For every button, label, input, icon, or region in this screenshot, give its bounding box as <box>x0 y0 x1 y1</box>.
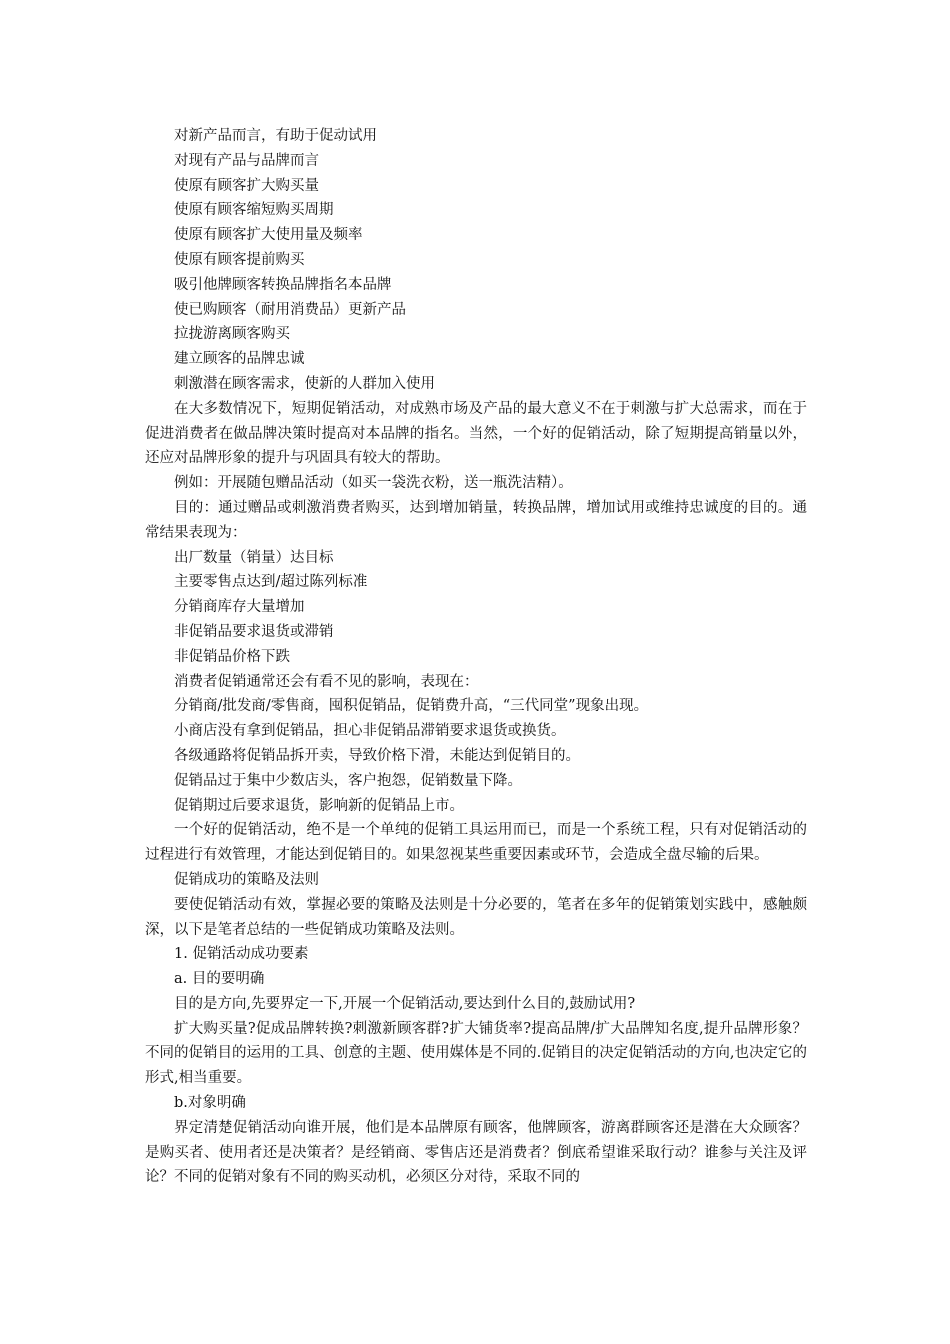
paragraph: 出厂数量（销量）达目标 <box>174 549 334 566</box>
paragraph: 建立顾客的品牌忠诚 <box>174 351 305 368</box>
paragraph: 吸引他牌顾客转换品牌指名本品牌 <box>174 276 392 293</box>
paragraph: 使原有顾客提前购买 <box>174 251 305 268</box>
section-heading: 1. 促销活动成功要素 <box>174 946 309 963</box>
paragraph: 分销商库存大量增加 <box>174 599 305 616</box>
paragraph: 各级通路将促销品拆开卖，导致价格下滑，未能达到促销目的。 <box>174 747 580 764</box>
paragraph: 使原有顾客扩大购买量 <box>174 177 319 194</box>
paragraph: 扩大购买量?促成品牌转换?刺激新顾客群?扩大铺货率?提高品牌/扩大品牌知名度,提升品牌形象？不同的促销目的运用的工具、创意的主题、使用媒体是不同的.促销目的决定促销活动的方向,也决定它的形式,相当重要。 <box>145 1020 807 1087</box>
paragraph: 在大多数情况下，短期促销活动，对成熟市场及产品的最大意义不在于刺激与扩大总需求，而在于促进消费者在做品牌决策时提高对本品牌的指名。当然，一个好的促销活动，除了短期提高销量以外，还应对品牌形象的提升与巩固具有较大的帮助。 <box>145 400 807 467</box>
paragraph: 目的：通过赠品或刺激消费者购买，达到增加销量，转换品牌，增加试用或维持忠诚度的目的。通常结果表现为： <box>145 499 807 541</box>
paragraph: 目的是方向,先要界定一下,开展一个促销活动,要达到什么目的,鼓励试用? <box>174 995 636 1012</box>
paragraph: 一个好的促销活动，绝不是一个单纯的促销工具运用而已，而是一个系统工程，只有对促销活动的过程进行有效管理，才能达到促销目的。如果忽视某些重要因素或环节，会造成全盘尽输的后果。 <box>145 822 807 864</box>
document-body <box>145 124 807 1190</box>
paragraph: 主要零售点达到/超过陈列标准 <box>174 574 368 591</box>
paragraph: 例如：开展随包赠品活动（如买一袋洗衣粉，送一瓶洗洁精）。 <box>174 475 573 492</box>
paragraph: 非促销品价格下跌 <box>174 648 290 665</box>
paragraph: 促销品过于集中少数店头，客户抱怨，促销数量下降。 <box>174 772 522 789</box>
paragraph: 非促销品要求退货或滞销 <box>174 623 334 640</box>
paragraph: 使已购顾客（耐用消费品）更新产品 <box>174 301 406 318</box>
paragraph: 使原有顾客扩大使用量及频率 <box>174 227 363 244</box>
paragraph: 消费者促销通常还会有看不见的影响，表现在： <box>174 673 479 690</box>
paragraph: 界定清楚促销活动向谁开展，他们是本品牌原有顾客，他牌顾客，游离群顾客还是潜在大众顾客？是购买者、使用者还是决策者？是经销商、零售店还是消费者？倒底希望谁采取行动？谁参与关注及评论？不同的促销对象有不同的购买动机，必须区分对待，采取不同的 <box>145 1119 807 1186</box>
paragraph: 刺激潜在顾客需求，使新的人群加入使用 <box>174 375 435 392</box>
paragraph: 对新产品而言，有助于促动试用 <box>174 128 377 144</box>
subsection-heading: a. 目的要明确 <box>174 971 265 988</box>
paragraph: 促销期过后要求退货，影响新的促销品上市。 <box>174 797 464 814</box>
subsection-heading: b.对象明确 <box>174 1095 246 1112</box>
paragraph: 要使促销活动有效，掌握必要的策略及法则是十分必要的，笔者在多年的促销策划实践中，感触颇深，以下是笔者总结的一些促销成功策略及法则。 <box>145 896 807 938</box>
paragraph: 小商店没有拿到促销品，担心非促销品滞销要求退货或换货。 <box>174 723 566 740</box>
paragraph: 对现有产品与品牌而言 <box>174 152 319 169</box>
paragraph: 拉拢游离顾客购买 <box>174 326 290 343</box>
section-heading: 促销成功的策略及法则 <box>174 871 319 888</box>
paragraph: 使原有顾客缩短购买周期 <box>174 202 334 219</box>
paragraph: 分销商/批发商/零售商，囤积促销品，促销费升高，“三代同堂”现象出现。 <box>174 698 649 715</box>
